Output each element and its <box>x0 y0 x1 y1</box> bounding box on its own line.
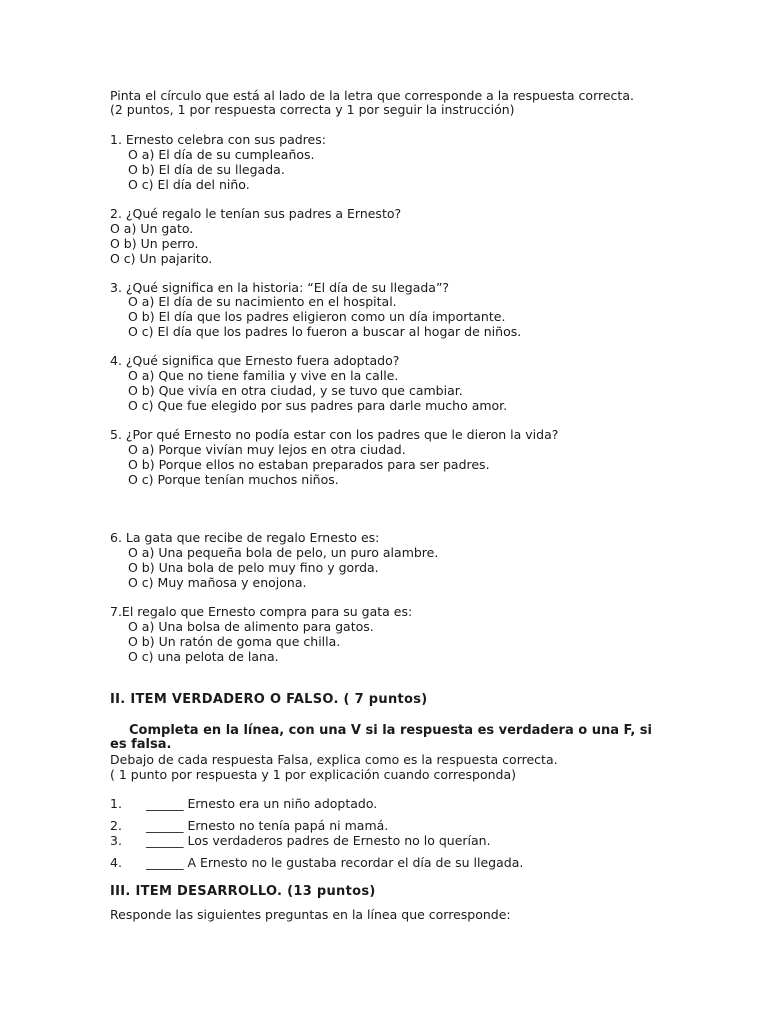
question-2-option-a[interactable]: O a) Un gato. <box>110 221 194 236</box>
vf-item <box>0 855 768 870</box>
question-1-option-c[interactable]: O c) El día del niño. <box>128 177 250 192</box>
vf-item-text[interactable]: ______ Ernesto no tenía papá ni mamá. <box>146 818 389 833</box>
vf-item-number: 3. <box>110 833 122 848</box>
question-4-option-b[interactable]: O b) Que vivía en otra ciudad, y se tuvo que cambiar. <box>128 383 463 398</box>
instruction-line-1: Pinta el círculo que está al lado de la letra que corresponde a la respuesta correcta. <box>110 88 634 103</box>
question-1: 1. Ernesto celebra con sus padres: <box>110 132 326 147</box>
vf-item-number: 1. <box>110 796 122 811</box>
section-2-instruction-bold-2: es falsa. <box>110 737 172 752</box>
section-2-title: II. ITEM VERDADERO O FALSO. ( 7 puntos) <box>110 692 428 707</box>
question-1-option-b[interactable]: O b) El día de su llegada. <box>128 162 285 177</box>
vf-item-number: 4. <box>110 855 122 870</box>
question-5-option-c[interactable]: O c) Porque tenían muchos niños. <box>128 472 339 487</box>
question-4-option-a[interactable]: O a) Que no tiene familia y vive en la calle. <box>128 368 399 383</box>
vf-item-number: 2. <box>110 818 122 833</box>
question-1-option-a[interactable]: O a) El día de su cumpleaños. <box>128 147 315 162</box>
vf-item-text[interactable]: ______ Los verdaderos padres de Ernesto no lo querían. <box>146 833 491 848</box>
section-3-title: III. ITEM DESARROLLO. (13 puntos) <box>110 884 376 899</box>
question-5-option-a[interactable]: O a) Porque vivían muy lejos en otra ciudad. <box>128 442 406 457</box>
section-2-instruction-3: Debajo de cada respuesta Falsa, explica como es la respuesta correcta. <box>110 752 558 767</box>
question-3-option-a[interactable]: O a) El día de su nacimiento en el hospital. <box>128 294 397 309</box>
vf-item <box>0 833 768 848</box>
instruction-line-2: (2 puntos, 1 por respuesta correcta y 1 por seguir la instrucción) <box>110 102 515 117</box>
question-7-option-c[interactable]: O c) una pelota de lana. <box>128 649 279 664</box>
question-7-option-a[interactable]: O a) Una bolsa de alimento para gatos. <box>128 619 374 634</box>
question-3-option-b[interactable]: O b) El día que los padres eligieron como un día importante. <box>128 309 506 324</box>
question-7-option-b[interactable]: O b) Un ratón de goma que chilla. <box>128 634 341 649</box>
question-6-option-c[interactable]: O c) Muy mañosa y enojona. <box>128 575 307 590</box>
vf-item-text[interactable]: ______ Ernesto era un niño adoptado. <box>146 796 378 811</box>
section-3-instruction: Responde las siguientes preguntas en la línea que corresponde: <box>110 907 511 922</box>
vf-item <box>0 796 768 811</box>
question-5-option-b[interactable]: O b) Porque ellos no estaban preparados para ser padres. <box>128 457 490 472</box>
question-3-option-c[interactable]: O c) El día que los padres lo fueron a buscar al hogar de niños. <box>128 324 522 339</box>
question-2-option-c[interactable]: O c) Un pajarito. <box>110 251 213 266</box>
section-2-instruction-4: ( 1 punto por respuesta y 1 por explicación cuando corresponda) <box>110 767 517 782</box>
question-4-option-c[interactable]: O c) Que fue elegido por sus padres para darle mucho amor. <box>128 398 508 413</box>
question-6-option-a[interactable]: O a) Una pequeña bola de pelo, un puro alambre. <box>128 545 439 560</box>
section-2-instruction-bold-1: Completa en la línea, con una V si la respuesta es verdadera o una F, si <box>129 723 652 738</box>
question-2: 2. ¿Qué regalo le tenían sus padres a Ernesto? <box>110 206 402 221</box>
vf-item <box>0 818 768 833</box>
question-2-option-b[interactable]: O b) Un perro. <box>110 236 199 251</box>
question-5: 5. ¿Por qué Ernesto no podía estar con los padres que le dieron la vida? <box>110 427 559 442</box>
question-3: 3. ¿Qué significa en la historia: “El día de su llegada”? <box>110 280 450 295</box>
vf-item-text[interactable]: ______ A Ernesto no le gustaba recordar el día de su llegada. <box>146 855 524 870</box>
question-6: 6. La gata que recibe de regalo Ernesto es: <box>110 530 380 545</box>
question-6-option-b[interactable]: O b) Una bola de pelo muy fino y gorda. <box>128 560 379 575</box>
question-4: 4. ¿Qué significa que Ernesto fuera adoptado? <box>110 353 400 368</box>
question-7: 7.El regalo que Ernesto compra para su gata es: <box>110 604 413 619</box>
